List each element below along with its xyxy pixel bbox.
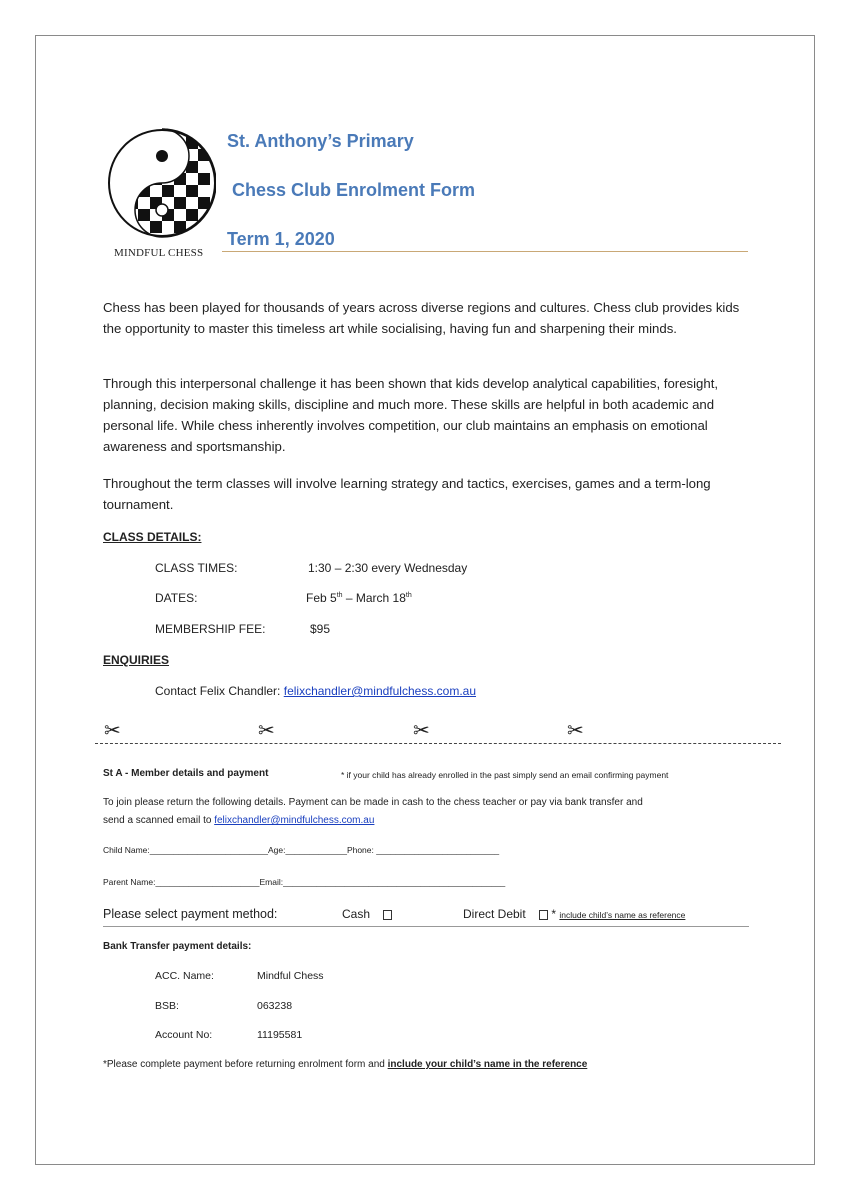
contact-line: Contact Felix Chandler: felixchandler@mindfulchess.com.au — [155, 684, 477, 698]
title-rule — [222, 251, 748, 252]
reference-note-star: * — [551, 907, 557, 921]
class-times-value: 1:30 – 2:30 every Wednesday — [308, 561, 468, 575]
intro-paragraph-3: Throughout the term classes will involve learning strategy and tactics, exercises, games and a term-long tournament. — [103, 476, 711, 512]
reference-note: include child’s name as reference — [559, 910, 686, 920]
payment-divider — [103, 926, 749, 927]
account-number-value: 11195581 — [257, 1029, 303, 1041]
parent-name-label: Parent Name: — [103, 877, 156, 887]
phone-field[interactable]: __________________________ — [376, 845, 500, 855]
scissors-icon: ✂ — [104, 720, 121, 742]
child-name-label: Child Name: — [103, 845, 150, 855]
dates-value: Feb 5th – March 18th — [306, 591, 412, 605]
enquiries-heading: ENQUIRIES — [103, 653, 170, 667]
child-name-field[interactable]: _________________________ — [149, 845, 268, 855]
payment-prompt: Please select payment method: — [103, 907, 278, 921]
cash-option — [342, 907, 392, 921]
payment-footer-note: *Please complete payment before returning enrolment form and include your child’s name in the reference — [103, 1059, 588, 1070]
direct-debit-checkbox[interactable] — [539, 910, 548, 920]
parent-name-field[interactable]: ______________________ — [155, 877, 260, 887]
direct-debit-label: Direct Debit — [463, 907, 526, 921]
email-label: Email: — [259, 877, 284, 887]
cut-line — [95, 743, 781, 744]
membership-fee-label: MEMBERSHIP FEE: — [155, 622, 266, 636]
instructions-email-link[interactable]: felixchandler@mindfulchess.com.au — [214, 815, 375, 826]
cash-label: Cash — [342, 907, 371, 921]
bsb-value: 063238 — [257, 1000, 293, 1012]
scissors-icon: ✂ — [413, 720, 430, 742]
email-field[interactable]: _______________________________________________ — [283, 877, 506, 887]
dates-label: DATES: — [155, 591, 198, 605]
phone-label: Phone: — [346, 845, 377, 855]
scissors-icon: ✂ — [567, 720, 584, 742]
class-details-heading: CLASS DETAILS: — [103, 530, 202, 544]
parent-details-row — [103, 877, 505, 887]
membership-fee-value: $95 — [310, 622, 331, 636]
bank-details-heading: Bank Transfer payment details: — [103, 941, 252, 952]
term-title: Term 1, 2020 — [227, 229, 335, 249]
intro-paragraph-2: Through this interpersonal challenge it has been shown that kids develop analytical capabilities, foresight, planning, decision making skills, discipline and much more. These skills are helpful in both academic and personal life. While chess inherently involves competition, our club maintains an emphasis on emotional awareness and sportsmanship. — [103, 376, 719, 454]
scissors-icon: ✂ — [258, 720, 275, 742]
class-times-label: CLASS TIMES: — [155, 561, 238, 575]
member-details-title: St A - Member details and payment — [103, 768, 269, 779]
age-label: Age: — [267, 845, 286, 855]
acc-name-label: ACC. Name: — [155, 970, 214, 982]
cash-checkbox[interactable] — [383, 910, 392, 920]
school-title: St. Anthony’s Primary — [227, 131, 414, 151]
contact-email-link[interactable]: felixchandler@mindfulchess.com.au — [283, 684, 477, 698]
intro-paragraph-1: Chess has been played for thousands of years across diverse regions and cultures. Chess club provides kids the opportunity to master this timeless art while socialising, having fun and sharpening their minds. — [103, 300, 740, 336]
age-field[interactable]: _____________ — [285, 845, 347, 855]
acc-name-value: Mindful Chess — [257, 970, 324, 982]
instructions-line-2: send a scanned email to felixchandler@mindfulchess.com.au — [103, 815, 375, 826]
account-number-label: Account No: — [155, 1029, 213, 1041]
returning-member-note: * if your child has already enrolled in the past simply send an email confirming payment — [341, 770, 669, 780]
form-title: Chess Club Enrolment Form — [232, 180, 476, 200]
bsb-label: BSB: — [155, 1000, 179, 1012]
mindful-chess-logo — [108, 127, 216, 241]
child-details-row — [103, 845, 499, 855]
instructions-line-1: To join please return the following details. Payment can be made in cash to the chess teacher or pay via bank transfer and — [103, 797, 643, 808]
direct-debit-option — [463, 907, 685, 921]
logo-caption: MINDFUL CHESS — [114, 247, 204, 259]
